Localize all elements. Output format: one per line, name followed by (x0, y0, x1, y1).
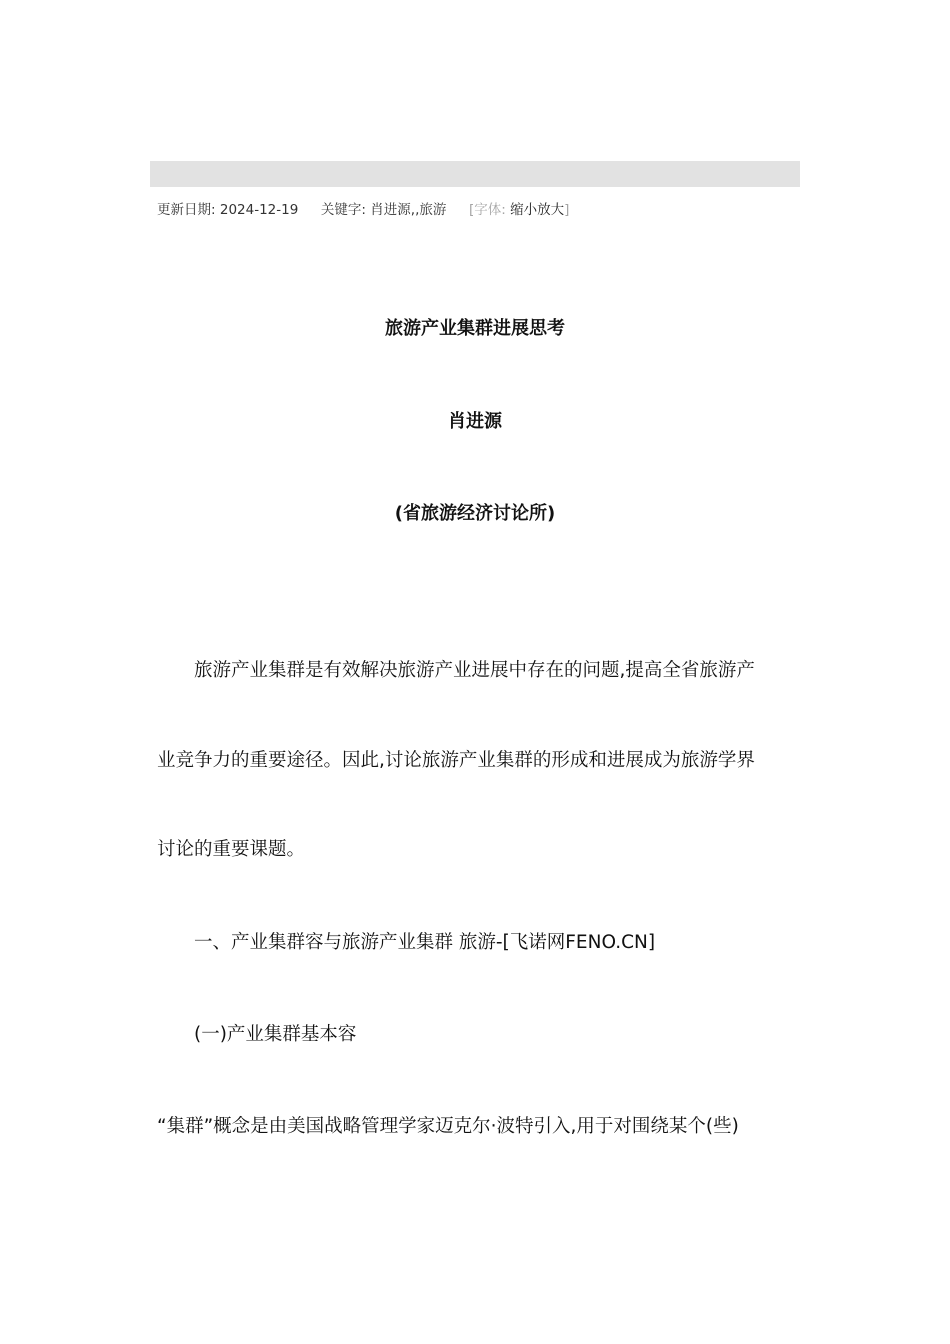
top-header-bar (150, 161, 800, 187)
paragraph-line: 业竞争力的重要途径。因此,讨论旅游产业集群的形成和进展成为旅游学界 (157, 750, 755, 771)
keywords-value: 肖进源,,旅游 (370, 202, 447, 218)
section-heading: 一、产业集群容与旅游产业集群 旅游-[飞诺网FENO.CN] (194, 932, 656, 953)
font-enlarge-link[interactable]: 放大 (537, 202, 565, 218)
paragraph-line: 讨论的重要课题。 (157, 839, 306, 860)
update-date-value: 2024-12-19 (219, 202, 299, 218)
article-title: 旅游产业集群进展思考 (385, 318, 565, 339)
keywords-label: 关键字: (320, 202, 366, 218)
article-affiliation: (省旅游经济讨论所) (394, 503, 556, 524)
font-shrink-link[interactable]: 缩小 (510, 202, 538, 218)
article-author: 肖进源 (448, 411, 502, 432)
article-meta-line (157, 198, 569, 218)
update-date-label: 更新日期: (157, 202, 216, 218)
paragraph-line: “集群”概念是由美国战略管理学家迈克尔·波特引入,用于对围绕某个(些) (157, 1116, 739, 1137)
font-size-label: [字体: (468, 202, 506, 218)
paragraph-line: 旅游产业集群是有效解决旅游产业进展中存在的问题,提高全省旅游产 (194, 660, 755, 681)
font-size-close-bracket: ] (564, 202, 570, 218)
subsection-heading: (一)产业集群基本容 (194, 1024, 357, 1045)
